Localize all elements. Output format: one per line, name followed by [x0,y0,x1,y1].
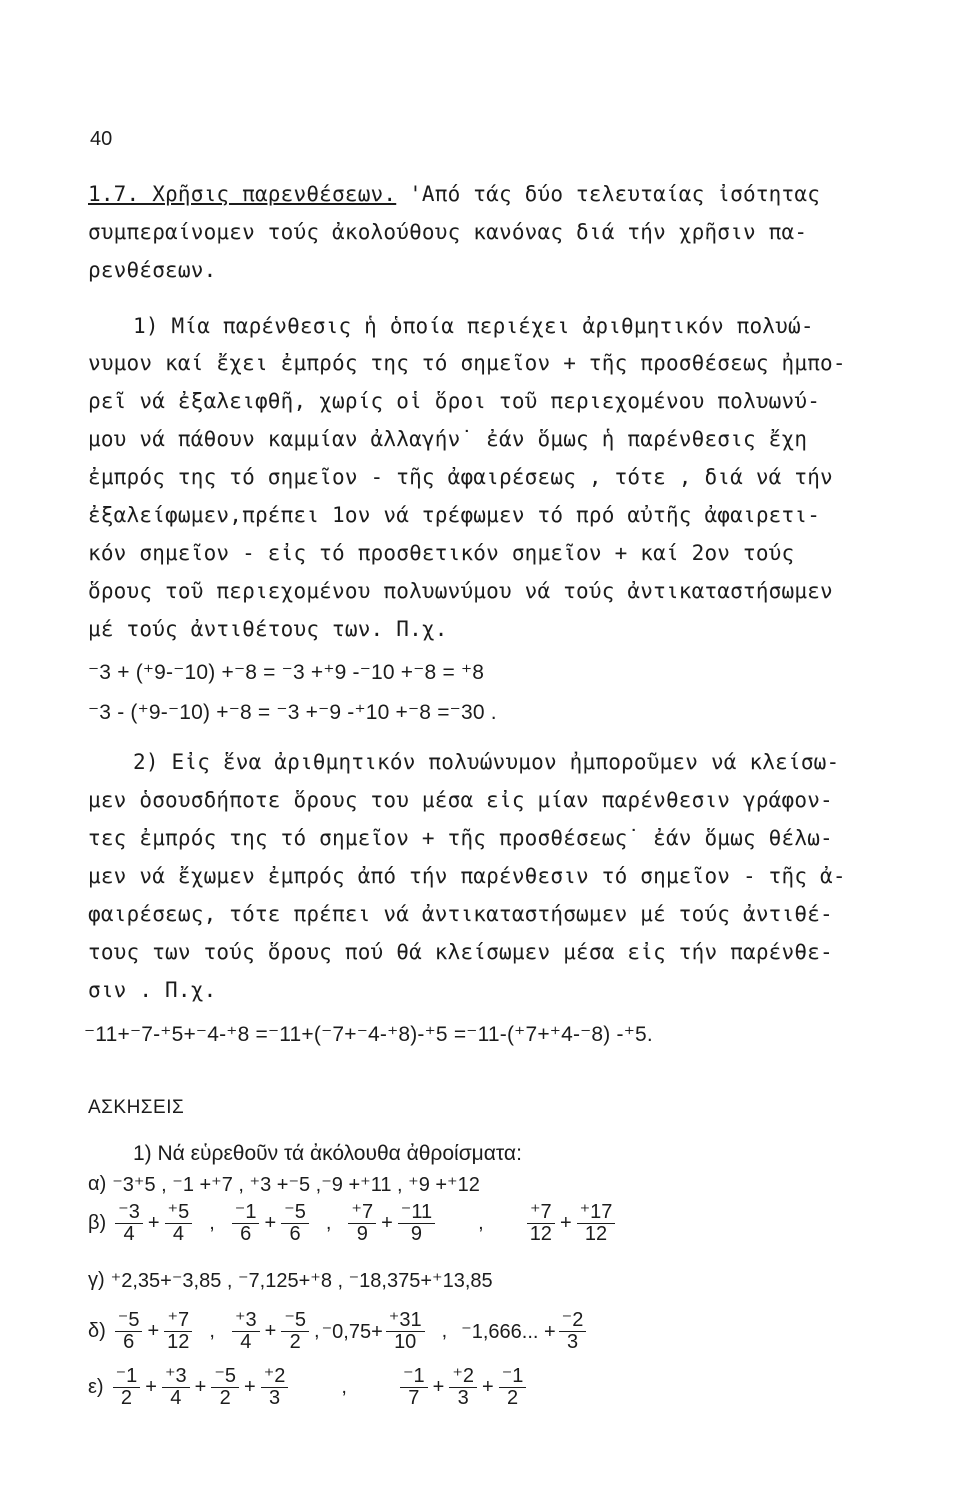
denominator: 4 [172,1223,184,1245]
rule1-line: κόν σημεῖον - εἰς τό προσθετικόν σημεῖον + καί 2ον τούς [88,541,795,565]
denominator: 6 [240,1223,252,1245]
numerator: ⁺2 [449,1366,477,1388]
exercises-title: ΑΣΚΗΣΕΙΣ [88,1097,185,1118]
denominator: 10 [394,1331,417,1353]
denominator: 2 [120,1387,132,1409]
fraction [281,1310,309,1353]
numerator: ⁺7 [348,1202,376,1224]
rule2-line: μεν ὁσουσδήποτε ὅρους του μέσα εἰς μίαν παρένθεσιν γράφον- [88,788,833,812]
numerator: ⁻11 [398,1202,435,1224]
decimal-term: ⁻1,666... + [461,1321,556,1343]
fraction [261,1366,289,1409]
example-equation-2: ⁻3 - (⁺9-⁻10) +⁻8 = ⁻3 +⁻9 -⁺10 +⁻8 =⁻30 . [88,701,497,724]
denominator: 12 [167,1331,190,1353]
rule1-line: ρεῖ νά ἐξαλειφθῆ, χωρίς οἱ ὅροι τοῦ περιεχομένου πολυωνύ- [88,389,821,413]
text-line: συμπεραίνομεν τούς ἀκολούθους κανόνας διά τήν χρῆσιν πα- [88,220,808,244]
numerator: ⁻5 [115,1310,143,1332]
denominator: 2 [219,1387,231,1409]
denominator: 12 [529,1223,552,1245]
fraction [398,1202,435,1245]
denominator: 2 [289,1331,301,1353]
denominator: 3 [457,1387,469,1409]
example-equation-3: ⁻11+⁻7-⁺5+⁻4-⁺8 =⁻11+(⁻7+⁻4-⁺8)-⁺5 =⁻11-(⁺7+⁺4-⁻8) -⁺5. [84,1023,653,1046]
item-label: α) [88,1173,107,1195]
numerator: ⁺31 [386,1310,425,1332]
numerator: ⁻5 [281,1310,309,1332]
exercise-a-text: ⁻3⁺5 , ⁻1 +⁺7 , ⁺3 +⁻5 ,⁻9 +⁺11 , ⁺9 +⁺12 [112,1174,480,1196]
fraction [232,1202,260,1245]
fraction [499,1366,527,1409]
example-equation-1: ⁻3 + (⁺9-⁻10) +⁻8 = ⁻3 +⁺9 -⁻10 +⁻8 = ⁺8 [88,661,485,684]
numerator: ⁻1 [113,1366,141,1388]
numerator: ⁻1 [232,1202,260,1224]
exercise-d: δ) $\frac{^-5}{6}$ + $\frac{^+7}{12}$ , $\frac{^+3}{4}$ + $\frac{^-5}{2}$ , ⁻0,75+ $\frac{^+31}{10}$ , ⁻1,666... + $\frac{^-2}{3}$ [88,1310,589,1353]
exercise-g-text: ⁺2,35+⁻3,85 , ⁻7,125+⁺8 , ⁻18,375+⁺13,85 [110,1270,493,1292]
exercise-a [88,1172,480,1197]
numerator: ⁺2 [261,1366,289,1388]
numerator: ⁻1 [499,1366,527,1388]
rule2-line: σιν . Π.χ. [88,978,217,1002]
numerator: ⁻3 [115,1202,143,1224]
fraction [164,1310,192,1353]
numerator: ⁺7 [527,1202,555,1224]
text-line: 1.7. Χρῆσις παρενθέσεων. 'Από τάς δύο τελευταίας ἰσότητας [88,182,821,206]
denominator: 4 [240,1331,252,1353]
numerator: ⁻5 [211,1366,239,1388]
item-label: β) [88,1212,107,1234]
denominator: 9 [410,1223,423,1245]
numerator: ⁺3 [232,1310,260,1332]
fraction [113,1366,141,1409]
rule1-line: 1) Μία παρένθεσις ἡ ὁποία περιέχει ἀριθμητικόν πολυώ- [133,314,814,338]
item-label: γ) [88,1269,105,1291]
denominator: 2 [506,1387,519,1409]
rule1-line: μου νά πάθουν καμμίαν ἀλλαγήν˙ ἐάν ὅμως ἡ παρένθεσις ἔχη [88,427,808,451]
fraction [577,1202,616,1245]
numerator: ⁺7 [164,1310,192,1332]
rule1-line: ὅρους τοῦ περιεχομένου πολυωνύμου νά τούς ἀντικαταστήσωμεν [88,579,833,603]
rule1-line: μέ τούς ἀντιθέτους των. Π.χ. [88,617,448,641]
numerator: ⁺5 [165,1202,193,1224]
exercise-prompt: 1) Νά εὑρεθοῦν τά ἀκόλουθα ἀθροίσματα: [133,1142,522,1165]
numerator: ⁺17 [577,1202,616,1224]
rule2-line: τους των τούς ὅρους πού θά κλείσωμεν μέσα εἰς τήν παρένθε- [88,940,833,964]
numerator: ⁻1 [400,1366,428,1388]
text-line: ρενθέσεων. [88,258,217,282]
denominator: 6 [289,1223,301,1245]
rule2-line: φαιρέσεως, τότε πρέπει νά ἀντικαταστήσωμεν μέ τούς ἀντιθέ- [88,902,833,926]
numerator: ⁻2 [559,1310,587,1332]
fraction [211,1366,239,1409]
fraction [162,1366,190,1409]
rule1-line: ἐμπρός της τό σημεῖον - τῆς ἀφαιρέσεως , τότε , διά νά τήν [88,465,833,489]
exercise-b: β) $\frac{^-3}{4}$ + $\frac{^+5}{4}$ , $\frac{^-1}{6}$ + $\frac{^-5}{6}$ , $\frac{^+7}{9}$ + $\frac{^-11}{9}$ , $\frac{^+7}{12}$ + $\frac{^+17}{12}$ [88,1202,618,1245]
page-number: 40 [90,128,113,150]
fraction [527,1202,555,1245]
fraction [348,1202,376,1245]
fraction [115,1310,143,1353]
exercise-g [88,1268,493,1293]
denominator: 3 [268,1387,281,1409]
numerator: ⁻5 [281,1202,309,1224]
denominator: 9 [356,1223,368,1245]
denominator: 3 [566,1331,579,1353]
fraction [232,1310,260,1353]
denominator: 4 [170,1387,182,1409]
exercise-e: ε) $\frac{^-1}{2}$ + $\frac{^+3}{4}$ + $\frac{^-5}{2}$ + $\frac{^+2}{3}$ , $\frac{^-1}{7}$ + $\frac{^+2}{3}$ + $\frac{^-1}{2}$ [88,1366,529,1409]
fraction [165,1202,193,1245]
denominator: 4 [123,1223,135,1245]
decimal-term: ⁻0,75+ [321,1321,383,1343]
denominator: 12 [584,1223,608,1245]
rule1-line: νυμον καί ἔχει ἐμπρός της τό σημεῖον + τῆς προσθέσεως ἠμπο- [88,351,846,375]
rule2-line: τες ἐμπρός της τό σημεῖον + τῆς προσθέσεως˙ ἐάν ὅμως θέλω- [88,826,833,850]
rule1-line: ἐξαλείφωμεν,πρέπει 1ον νά τρέφωμεν τό πρό αὐτῆς ἀφαιρετι- [88,503,821,527]
fraction [400,1366,428,1409]
fraction [559,1310,587,1353]
section-heading: 1.7. Χρῆσις παρενθέσεων. [88,182,397,206]
fraction [449,1366,477,1409]
rule2-line: 2) Εἰς ἕνα ἀριθμητικόν πολυώνυμον ἠμποροῦμεν νά κλείσω- [133,750,840,774]
fraction [115,1202,143,1245]
rule2-line: μεν νά ἔχωμεν ἐμπρός ἀπό τήν παρένθεσιν τό σημεῖον - τῆς ἀ- [88,864,846,888]
numerator: ⁺3 [162,1366,190,1388]
denominator: 7 [408,1387,420,1409]
fraction [386,1310,425,1353]
item-label: ε) [88,1376,104,1398]
denominator: 6 [123,1331,135,1353]
item-label: δ) [88,1320,106,1342]
fraction [281,1202,309,1245]
